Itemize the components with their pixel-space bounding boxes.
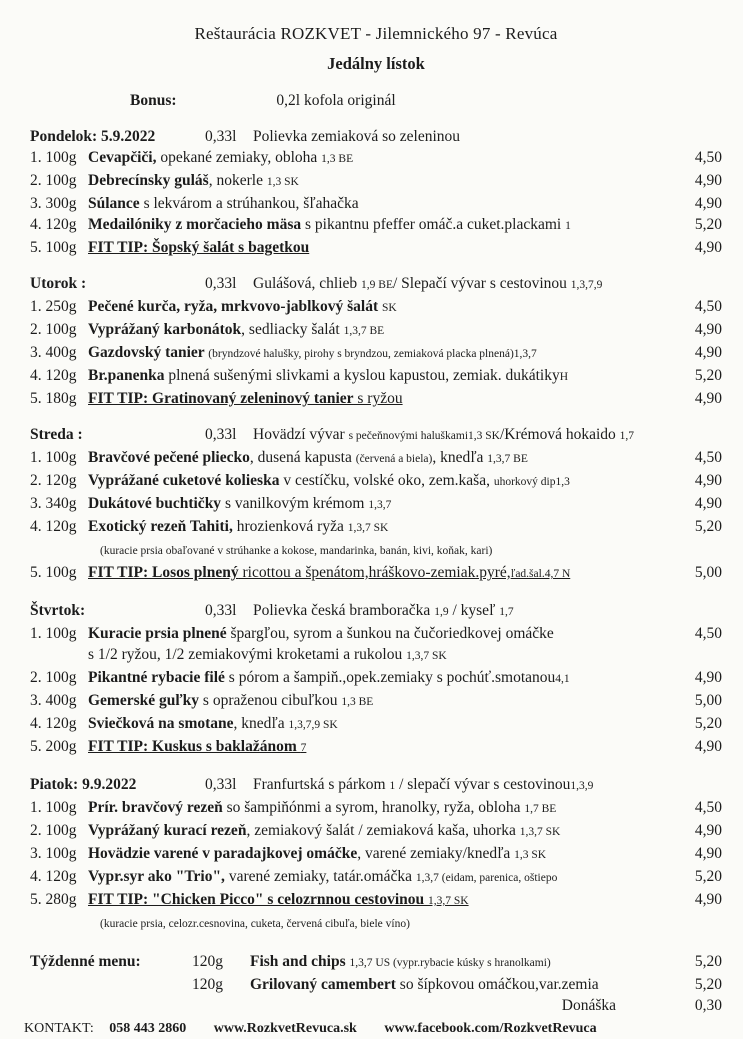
text-segment: v cestíčku, volské oko, zem.kaša,	[279, 472, 494, 489]
day-name: Utorok :	[30, 275, 87, 292]
menu-item-row	[30, 365, 722, 388]
menu-item-row	[30, 866, 722, 889]
text-segment: Vyprážaný kurací rezeň	[88, 822, 247, 839]
text-segment: Medailóniky z morčacieho mäsa	[88, 216, 302, 233]
text-segment: Cevapčiči,	[88, 149, 157, 166]
day-name: Štvrtok:	[30, 602, 86, 619]
day-header-row	[30, 600, 722, 623]
text-segment: Vypr.syr ako "Trio",	[88, 868, 225, 885]
text-segment: Polievka česká bramboračka	[253, 602, 435, 619]
text-segment: 1,3,7 (eidam, parenica, oštiepo	[415, 872, 558, 884]
contact-label: KONTAKT:	[24, 1021, 94, 1036]
item-weight: 120g	[192, 953, 223, 970]
item-text	[88, 214, 670, 237]
item-text	[88, 170, 670, 193]
text-segment: 1,3,7	[368, 499, 392, 511]
text-segment: s opraženou cibuľkou	[199, 692, 342, 709]
text-segment: , knedľa	[432, 449, 488, 466]
day-block	[30, 273, 722, 409]
soup-volume: 0,33l	[205, 776, 237, 793]
weekly-menu-item-row	[30, 951, 722, 974]
item-text	[88, 623, 670, 644]
menu-item-row	[30, 170, 722, 193]
weekly-menu-section	[30, 951, 722, 1016]
text-segment: Pečené kurča, ryža, mrkvovo-jablkový šalát	[88, 298, 383, 315]
item-number-weight: 4. 120g	[30, 518, 77, 535]
text-segment: / Slepačí vývar s cestovinou	[393, 275, 571, 292]
day-block	[30, 126, 722, 258]
menu-item-row	[30, 623, 722, 644]
text-segment: 4,1	[555, 673, 570, 685]
text-segment: Franfurtská s párkom	[253, 776, 390, 793]
menu-item-row	[30, 237, 722, 258]
text-segment: 1,3,7,9 SK	[288, 719, 338, 731]
item-number-weight: 1. 250g	[30, 298, 77, 315]
item-text	[88, 562, 670, 585]
text-segment: so šampiňónmi a syrom, hranolky, ryža, obloha	[222, 799, 525, 816]
text-segment: ľad.šal.4,7 N	[510, 568, 571, 580]
item-price: 4,90	[694, 344, 722, 361]
item-price: 5,20	[694, 976, 722, 993]
item-number-weight: 2. 100g	[30, 172, 77, 189]
text-segment: Dukátové buchtičky	[88, 495, 222, 512]
text-segment: 1,3 SK	[514, 849, 547, 861]
text-segment: 1,7 BE	[524, 803, 557, 815]
text-segment: 1,7	[499, 606, 514, 618]
item-text	[88, 797, 670, 820]
text-segment: , knedľa	[233, 715, 289, 732]
text-segment: , zemiakový šalát / zemiaková kaša, uhorka	[246, 822, 520, 839]
item-note-text	[100, 539, 670, 562]
item-number-weight: 5. 280g	[30, 891, 77, 908]
day-header-row	[30, 424, 722, 447]
soup-volume: 0,33l	[205, 602, 237, 619]
text-segment: Súlance	[88, 195, 140, 212]
soup-text	[253, 424, 722, 447]
menu-item-row	[30, 470, 722, 493]
item-note-row	[30, 539, 722, 562]
item-price: 5,20	[694, 216, 722, 233]
item-number-weight: 3. 400g	[30, 692, 77, 709]
text-segment: FIT TIP: "Chicken Picco" s celozrnnou cestovinou	[88, 891, 428, 908]
item-price: 5,20	[694, 868, 722, 885]
item-text	[88, 713, 670, 736]
item-number-weight: 5. 100g	[30, 564, 77, 581]
text-segment: 1,3,7 SK	[519, 826, 561, 838]
item-number-weight: 4. 120g	[30, 868, 77, 885]
menu-item-row	[30, 713, 722, 736]
day-header-row	[30, 774, 722, 797]
text-segment: Debrecínsky guláš	[88, 172, 209, 189]
item-weight: 120g	[192, 976, 223, 993]
text-segment: opekané zemiaky, obloha	[156, 149, 322, 166]
item-text	[88, 820, 670, 843]
item-number-weight: 4. 120g	[30, 715, 77, 732]
menu-item-row	[30, 147, 722, 170]
text-segment: 1,3 BE	[341, 696, 374, 708]
item-price: 4,90	[694, 669, 722, 686]
menu-item-row	[30, 296, 722, 319]
item-price: 4,50	[694, 449, 722, 466]
menu-item-row	[30, 319, 722, 342]
text-segment: špargľou, syrom a šunkou na čučoriedkovej omáčke	[226, 625, 554, 642]
text-segment: (kuracie prsia, celozr.cesnovina, cuketa, červená cibuľa, biele víno)	[100, 918, 410, 930]
bonus-value: 0,2l kofola originál	[276, 92, 396, 109]
text-segment: FIT TIP: Gratinovaný zeleninový tanier	[88, 390, 354, 407]
item-price: 4,50	[694, 799, 722, 816]
item-text	[88, 470, 670, 493]
item-note-text	[88, 644, 670, 667]
text-segment: Gemerské guľky	[88, 692, 200, 709]
text-segment: Vyprážaný karbonátok	[88, 321, 242, 338]
text-segment: ricottou a špenátom,hráškovo-zemiak.pyré,	[238, 564, 511, 581]
contact-row	[24, 1019, 722, 1039]
item-number-weight: 1. 100g	[30, 799, 77, 816]
menu-item-row	[30, 843, 722, 866]
item-text	[88, 736, 670, 759]
item-text	[88, 193, 670, 214]
item-price: 4,50	[694, 625, 722, 642]
item-price: 4,90	[694, 891, 722, 908]
menu-item-row	[30, 388, 722, 409]
text-segment: 1,7	[619, 430, 635, 442]
item-text	[250, 951, 670, 974]
item-price: 4,90	[694, 822, 722, 839]
text-segment: Hovädzie varené v paradajkovej omáčke	[88, 845, 358, 862]
text-segment: FIT TIP: Šopský šalát s bagetkou	[88, 239, 310, 256]
day-name: Streda :	[30, 426, 83, 443]
text-segment: 1,3,7 SK	[406, 650, 447, 662]
item-text	[88, 866, 670, 889]
text-segment: H	[559, 371, 569, 383]
item-text	[88, 365, 670, 388]
text-segment: s ryžou	[353, 390, 403, 407]
text-segment: 1,3,7 SK	[428, 895, 469, 907]
menu-item-row	[30, 516, 722, 539]
text-segment: , varené zemiaky/knedľa	[357, 845, 515, 862]
soup-volume: 0,33l	[205, 426, 237, 443]
text-segment: / slepačí vývar s cestovinou	[395, 776, 571, 793]
text-segment: FIT TIP: Kuskus s baklažánom	[88, 738, 301, 755]
item-text	[88, 667, 670, 690]
text-segment: s pečeňnovými haluškami1,3 SK	[348, 430, 500, 442]
day-header-row	[30, 273, 722, 296]
item-text	[88, 516, 670, 539]
menu-item-row	[30, 820, 722, 843]
item-number-weight: 3. 400g	[30, 344, 77, 361]
text-segment: 1,3,7 BE	[487, 453, 528, 465]
item-note-row	[30, 644, 722, 667]
text-segment: 1,3,7 BE	[343, 325, 385, 337]
item-number-weight: 3. 100g	[30, 845, 77, 862]
item-text	[250, 974, 670, 995]
soup-text	[253, 126, 722, 147]
text-segment: (bryndzové halušky, pirohy s bryndzou, zemiaková placka plnená)1,3,7	[208, 348, 537, 360]
item-number-weight: 3. 300g	[30, 195, 77, 212]
text-segment: , nokerle	[208, 172, 267, 189]
item-text	[88, 388, 670, 409]
menu-item-row	[30, 562, 722, 585]
item-note-text	[100, 912, 670, 935]
text-segment: s lekvárom a strúhankou, šľahačka	[139, 195, 359, 212]
bonus-label: Bonus:	[130, 92, 177, 109]
bonus-row	[30, 90, 722, 111]
text-segment: Vyprážané cuketové kolieska	[88, 472, 280, 489]
menu-item-row	[30, 736, 722, 759]
text-segment: 1,3,7 SK	[347, 522, 389, 534]
day-block	[30, 424, 722, 585]
weekly-menu-rows	[30, 951, 722, 995]
day-block	[30, 774, 722, 935]
item-text	[88, 237, 670, 258]
item-price: 4,90	[694, 738, 722, 755]
item-text	[88, 690, 670, 713]
text-segment: s pórom a šampiň.,opek.zemiaky s pochúť.smotanou	[224, 669, 556, 686]
item-price: 5,20	[694, 367, 722, 384]
soup-text	[253, 600, 722, 623]
item-number-weight: 5. 100g	[30, 239, 77, 256]
text-segment: 1,3,9	[570, 780, 594, 792]
item-price: 4,50	[694, 298, 722, 315]
item-price: 5,00	[694, 564, 722, 581]
item-price: 5,20	[694, 715, 722, 732]
day-name: Pondelok: 5.9.2022	[30, 128, 156, 145]
menu-item-row	[30, 690, 722, 713]
text-segment: 1	[389, 780, 396, 792]
text-segment: SK	[382, 302, 397, 314]
text-segment: Sviečková na smotane	[88, 715, 234, 732]
item-number-weight: 1. 100g	[30, 149, 77, 166]
text-segment: 1,9 BE	[361, 279, 393, 291]
item-price: 4,90	[694, 239, 722, 256]
menu-item-row	[30, 447, 722, 470]
text-segment: uhorkový dip1,3	[493, 476, 570, 488]
item-text	[88, 889, 670, 912]
contact-facebook: www.facebook.com/RozkvetRevuca	[384, 1021, 597, 1036]
daily-menu-sections	[30, 126, 722, 935]
text-segment: 1,3 BE	[321, 153, 354, 165]
menu-item-row	[30, 797, 722, 820]
text-segment: Exotický rezeň Tahiti,	[88, 518, 233, 535]
text-segment: s 1/2 ryžou, 1/2 zemiakovými kroketami a rukolou	[88, 646, 407, 663]
item-number-weight: 3. 340g	[30, 495, 77, 512]
soup-volume: 0,33l	[205, 128, 237, 145]
item-number-weight: 4. 120g	[30, 216, 77, 233]
text-segment: , dusená kapusta	[249, 449, 356, 466]
text-segment: 1,3 SK	[266, 176, 299, 188]
text-segment: Bravčové pečené pliecko	[88, 449, 250, 466]
menu-item-row	[30, 193, 722, 214]
text-segment: (červená a biela)	[355, 453, 433, 465]
item-number-weight: 5. 180g	[30, 390, 77, 407]
text-segment: Hovädzí vývar	[253, 426, 349, 443]
item-text	[88, 342, 670, 365]
text-segment: Gazdovský tanier	[88, 344, 209, 361]
item-number-weight: 1. 100g	[30, 449, 77, 466]
item-price: 4,90	[694, 321, 722, 338]
contact-website: www.RozkvetRevuca.sk	[213, 1021, 357, 1036]
menu-item-row	[30, 667, 722, 690]
text-segment: , sedliacky šalát	[241, 321, 344, 338]
item-note-row	[30, 912, 722, 935]
delivery-price: 0,30	[694, 997, 722, 1014]
text-segment: s pikantnu pfeffer omáč.a cuket.plackami	[301, 216, 566, 233]
item-number-weight: 4. 120g	[30, 367, 77, 384]
menu-item-row	[30, 342, 722, 365]
item-price: 4,90	[694, 495, 722, 512]
text-segment: 1,3,7 US (vypr.rybacie kúsky s hranolkami)	[349, 957, 551, 969]
text-segment: 7	[300, 742, 307, 754]
text-segment: s vanilkovým krémom	[221, 495, 369, 512]
item-number-weight: 2. 100g	[30, 321, 77, 338]
menu-item-row	[30, 214, 722, 237]
menu-item-row	[30, 889, 722, 912]
text-segment: Pikantné rybacie filé	[88, 669, 225, 686]
text-segment: Prír. bravčový rezeň	[88, 799, 223, 816]
item-text	[88, 147, 670, 170]
menu-title: Jedálny lístok	[327, 54, 425, 73]
text-segment: 1,3,7,9	[570, 279, 603, 291]
item-text	[88, 493, 670, 516]
item-number-weight: 5. 200g	[30, 738, 77, 755]
item-number-weight: 2. 100g	[30, 822, 77, 839]
item-number-weight: 2. 100g	[30, 669, 77, 686]
item-text	[88, 447, 670, 470]
text-segment: varené zemiaky, tatár.omáčka	[224, 868, 416, 885]
item-price: 4,90	[694, 195, 722, 212]
item-text	[88, 296, 670, 319]
weekly-menu-label: Týždenné menu:	[30, 953, 141, 970]
text-segment: hrozienková ryža	[232, 518, 348, 535]
text-segment: Polievka zemiaková so zeleninou	[253, 128, 461, 145]
text-segment: Br.panenka	[88, 367, 165, 384]
item-price: 4,90	[694, 390, 722, 407]
item-price: 5,00	[694, 692, 722, 709]
text-segment: plnená sušenými slivkami a kyslou kapustou, zemiak. dukátiky	[164, 367, 560, 384]
item-price: 4,90	[694, 172, 722, 189]
soup-volume: 0,33l	[205, 275, 237, 292]
day-name: Piatok: 9.9.2022	[30, 776, 137, 793]
contact-phone: 058 443 2860	[109, 1021, 187, 1036]
weekly-menu-item-row	[30, 974, 722, 995]
text-segment: Fish and chips	[250, 953, 350, 970]
text-segment: 1,9	[434, 606, 449, 618]
text-segment: FIT TIP: Losos plnený	[88, 564, 239, 581]
delivery-label: Donáška	[561, 997, 616, 1014]
day-header-row	[30, 126, 722, 147]
text-segment: / kyseľ	[448, 602, 500, 619]
item-text	[88, 319, 670, 342]
delivery-row	[30, 995, 722, 1016]
text-segment: 1	[565, 220, 571, 232]
item-price: 5,20	[694, 518, 722, 535]
text-segment: so šípkovou omáčkou,var.zemia	[395, 976, 599, 993]
restaurant-title: Reštaurácia ROZKVET - Jilemnického 97 - Revúca	[194, 24, 558, 43]
text-segment: Kuracie prsia plnené	[88, 625, 227, 642]
item-price: 4,50	[694, 149, 722, 166]
day-block	[30, 600, 722, 759]
item-number-weight: 2. 120g	[30, 472, 77, 489]
item-price: 4,90	[694, 845, 722, 862]
item-number-weight: 1. 100g	[30, 625, 77, 642]
text-segment: /Krémová hokaido	[499, 426, 620, 443]
soup-text	[253, 774, 722, 797]
item-price: 4,90	[694, 472, 722, 489]
text-segment: Gulášová, chlieb	[253, 275, 362, 292]
soup-text	[253, 273, 722, 296]
text-segment: Grilovaný camembert	[250, 976, 396, 993]
text-segment: (kuracie prsia obaľované v strúhanke a kokose, mandarinka, banán, kivi, koňak, kari)	[100, 545, 493, 557]
item-text	[88, 843, 670, 866]
menu-item-row	[30, 493, 722, 516]
item-price: 5,20	[694, 953, 722, 970]
